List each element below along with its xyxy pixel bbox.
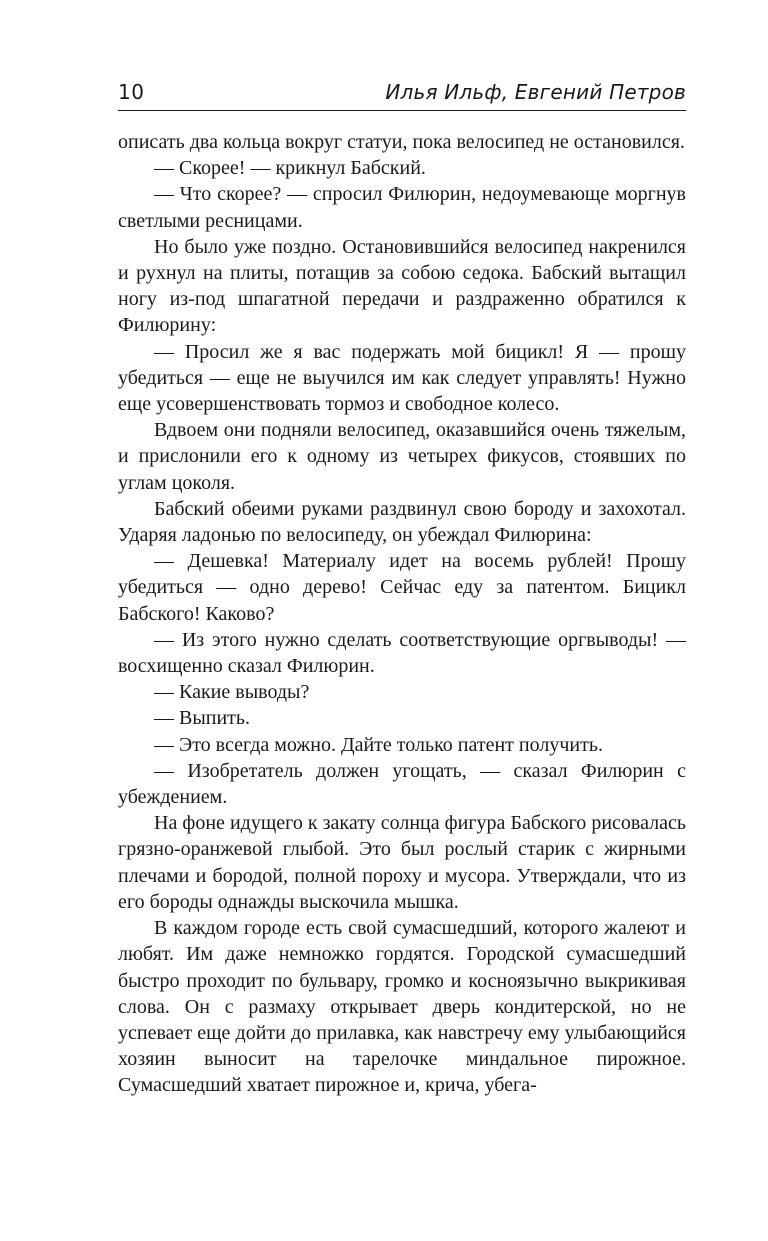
- paragraph: В каждом городе есть свой сумасшедший, которого жалеют и любят. Им даже немножко гордятся. Городской сумасшедший быстро проходит по бульвару, громко и косноязычно выкрикивая слова. Он с размаху открывает дверь кондитерской, но не успевает еще дойти до прилавка, как навстречу ему улыбающийся хозяин выносит на тарелочке миндальное пирожное. Сумасшедший хватает пирожное и, крича, убега-: [118, 917, 686, 1097]
- paragraph: — Это всегда можно. Дайте только патент получить.: [154, 733, 603, 756]
- running-head: [118, 80, 686, 111]
- paragraph: — Изобретатель должен угощать, — сказал Филюрин с убеждением.: [118, 759, 686, 809]
- paragraph: — Выпить.: [154, 707, 251, 730]
- paragraph: — Из этого нужно сделать соответствующие оргвыводы! — восхищенно сказал Филюрин.: [118, 628, 686, 678]
- page-number: 10: [118, 80, 145, 104]
- paragraph: Но было уже поздно. Остановившийся велосипед накренился и рухнул на плиты, потащив за собою седока. Бабский вытащил ногу из-под шпагатной передачи и раздраженно обратился к Филюрину:: [118, 235, 686, 337]
- paragraph: На фоне идущего к закату солнца фигура Бабского рисовалась грязно-оранжевой глыбой. Это был рослый старик с жирными плечами и бородой, полной пороху и мусора. Утверждали, что из его бороды однажды выскочила мышка.: [118, 812, 686, 913]
- paragraph: — Дешевка! Материалу идет на восемь рублей! Прошу убедиться — одно дерево! Сейчас еду за патентом. Бицикл Бабского! Каково?: [118, 550, 686, 625]
- running-title: Илья Ильф, Евгений Петров: [385, 80, 686, 104]
- paragraph: — Что скорее? — спросил Филюрин, недоумевающе моргнув светлыми ресницами.: [118, 183, 686, 232]
- book-page: [118, 80, 686, 1099]
- paragraph: описать два кольца вокруг статуи, пока велосипед не остановился.: [118, 131, 685, 153]
- paragraph: Бабский обеими руками раздвинул свою бороду и захохотал. Ударяя ладонью по велосипеду, он убеждал Филюрина:: [118, 497, 686, 547]
- paragraph: — Какие выводы?: [154, 681, 310, 704]
- body-text: [118, 129, 686, 1099]
- paragraph: — Скорее! — крикнул Бабский.: [154, 157, 426, 180]
- paragraph: Вдвоем они подняли велосипед, оказавшийся очень тяжелым, и прислонили его к одному из четырех фикусов, стоявших по углам цоколя.: [118, 419, 686, 494]
- paragraph: — Просил же я вас подержать мой бицикл! Я — прошу убедиться — еще не выучился им как следует управлять! Нужно еще усовершенствовать тормоз и свободное колесо.: [118, 340, 686, 416]
